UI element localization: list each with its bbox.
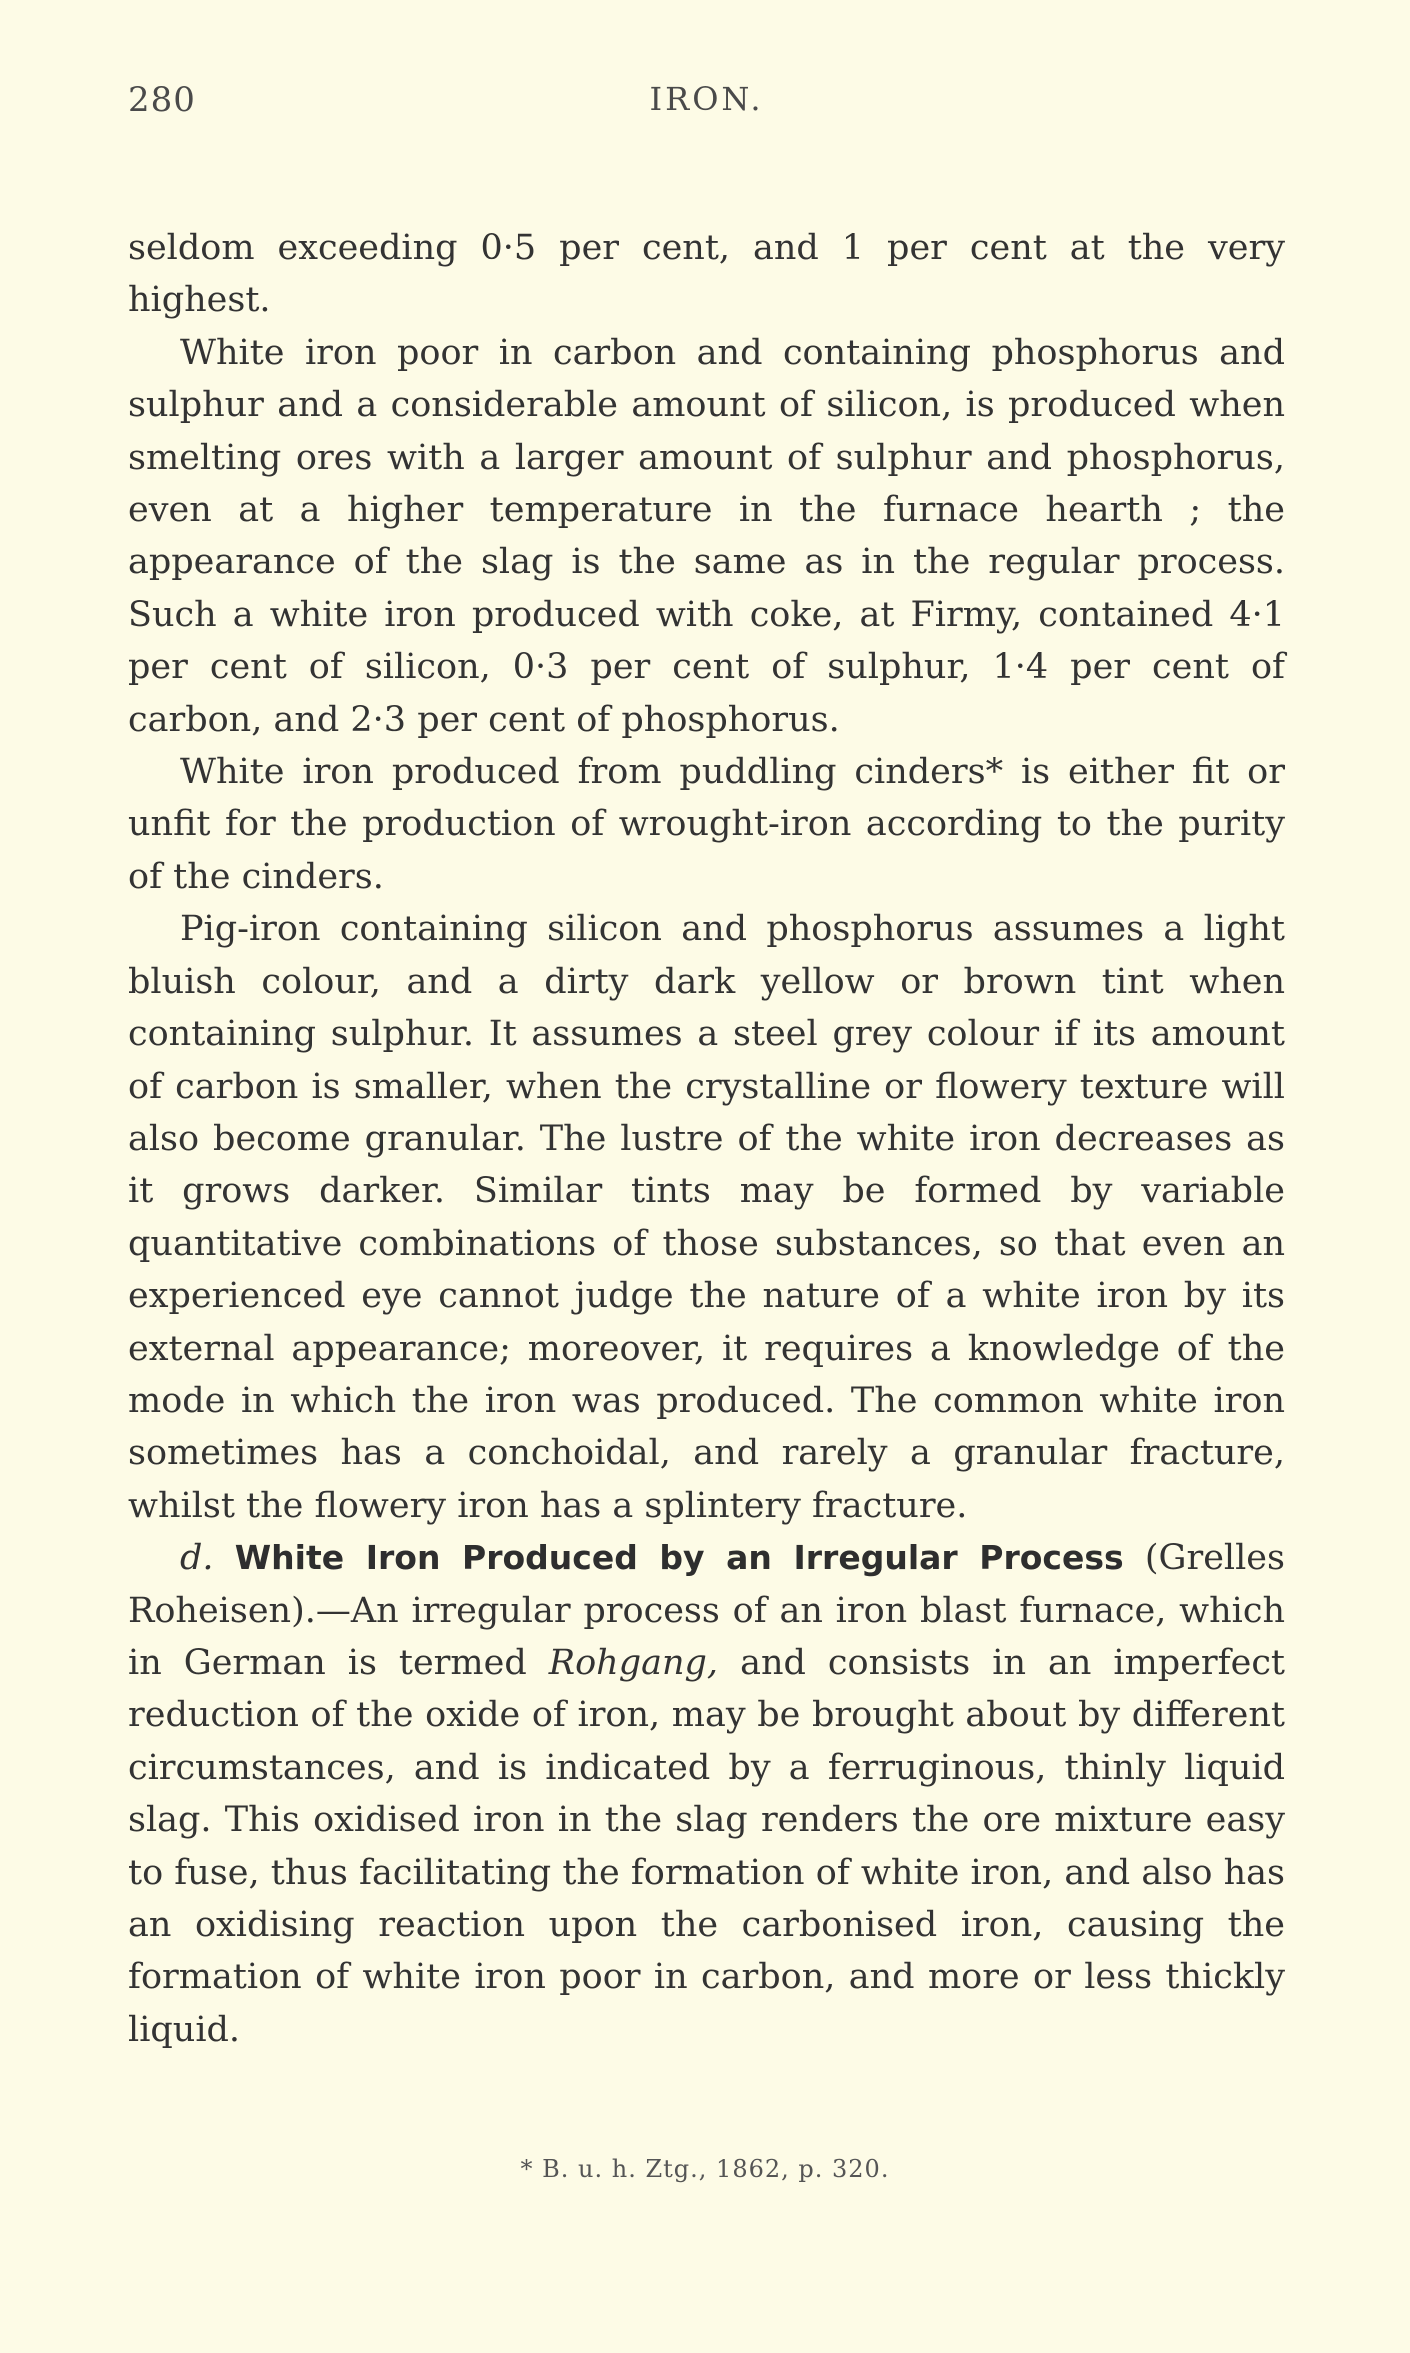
section-text-after-term: and consists in an imperfect reduction of the oxide of iron, may be brought about by different circumstances, and is indicated by a ferruginous, thinly liquid slag. This oxidised iron in the slag renders the ore mixture easy to fuse, thus facilitating the formation of white iron, and also has an oxidising reaction upon the carbonised iron, causing the formation of white iron poor in carbon, and more or less thickly liquid. <box>128 1642 1285 2050</box>
section-subtitle: (Grelles Roheisen). <box>128 1538 1285 1631</box>
paragraph-pig-iron-colour: Pig-iron containing silicon and phosphorus assumes a light bluish colour, and a dirty dark yellow or brown tint when containing sulphur. It assumes a steel grey colour if its amount of carbon is smaller, when the crystalline or flowery texture will also become granular. The lustre of the white iron decreases as it grows darker. Similar tints may be formed by variable quantitative combinations of those substances, so that even an experienced eye cannot judge the nature of a white iron by its external appearance; moreover, it requires a knowledge of the mode in which the iron was produced. The common white iron sometimes has a conchoidal, and rarely a granular fracture, whilst the flowery iron has a splintery fracture. <box>128 909 1285 1526</box>
book-page <box>128 70 1285 2056</box>
paragraph-continuation: seldom exceeding 0·5 per cent, and 1 per cent at the very highest. <box>128 228 1285 321</box>
section-heading: White Iron Produced by an Irregular Process <box>234 1538 1124 1578</box>
running-title: IRON. <box>649 80 764 118</box>
page-header <box>128 70 1285 130</box>
german-term: Rohgang, <box>548 1642 719 1683</box>
paragraph-puddling-cinders: White iron produced from puddling cinders* is either fit or unfit for the production of wrought-iron according to the purity of the cinders. <box>128 752 1285 897</box>
section-letter: d. <box>180 1538 214 1579</box>
body-text <box>128 222 1285 2056</box>
page-number: 280 <box>128 80 196 120</box>
footnote: * B. u. h. Ztg., 1862, p. 320. <box>520 2155 890 2183</box>
paragraph-white-iron-poor-carbon: White iron poor in carbon and containing phosphorus and sulphur and a considerable amount of silicon, is produced when smelting ores with a larger amount of sulphur and phosphorus, even at a higher temperature in the furnace hearth ; the appearance of the slag is the same as in the regular process. Such a white iron produced with coke, at Firmy, contained 4·1 per cent of silicon, 0·3 per cent of sulphur, 1·4 per cent of carbon, and 2·3 per cent of phosphorus. <box>128 332 1285 740</box>
section-text-before-term: —An irregular process of an iron blast furnace, which in German is termed <box>128 1590 1285 1683</box>
paragraph-section-d <box>128 1532 1285 2056</box>
